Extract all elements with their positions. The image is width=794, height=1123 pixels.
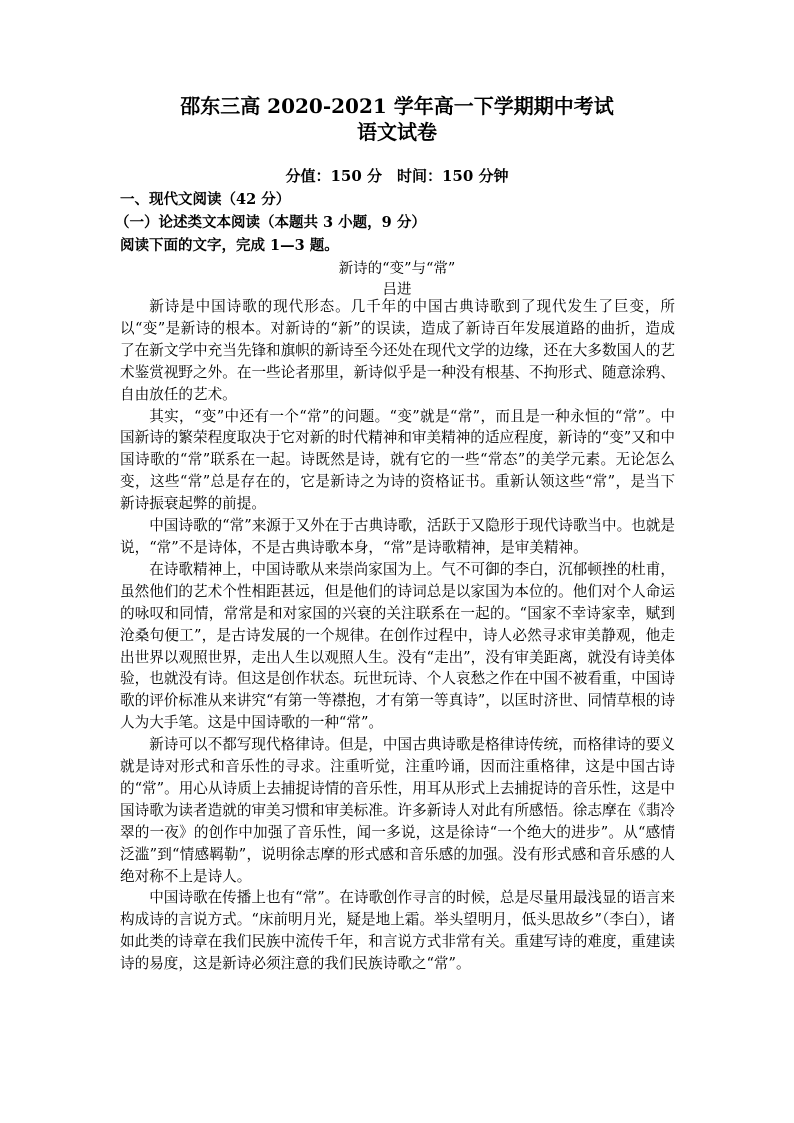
paragraph: 中国诗歌的“常”来源于又外在于古典诗歌，活跃于又隐形于现代诗歌当中。也就是说，“常”不是诗体，不是古典诗歌本身，“常”是诗歌精神，是审美精神。 (120, 517, 675, 556)
paragraph: 新诗可以不都写现代格律诗。但是，中国古典诗歌是格律诗传统，而格律诗的要义就是诗对形式和音乐性的寻求。注重听觉，注重吟诵，因而注重格律，这是中国古诗的“常”。用心从诗质上去捕捉诗情的音乐性，用耳从形式上去捕捉诗的音乐性，这是中国诗歌为读者造就的审美习惯和审美标准。许多新诗人对此有所感悟。徐志摩在《翡冷翠的一夜》的创作中加强了音乐性，闻一多说，这是徐诗“一个绝大的进步”。从“感情泛滥”到“情感羁勒”，说明徐志摩的形式感和音乐感的加强。没有形式感和音乐感的人绝对称不上是诗人。 (120, 736, 675, 885)
subsection-heading: （一）论述类文本阅读（本题共 3 小题，9 分） (115, 214, 426, 231)
score-time-info: 分值：150 分 时间：150 分钟 (285, 167, 509, 185)
paragraph: 在诗歌精神上，中国诗歌从来崇尚家国为上。气不可御的李白，沉郁顿挫的杜甫，虽然他们的艺术个性相距甚远，但是他们的诗词总是以家国为本位的。他们对个人命运的咏叹和同情，常常是和对家国的兴衰的关注联系在一起的。“国家不幸诗家幸，赋到沧桑句便工”，是古诗发展的一个规律。在创作过程中，诗人必然寻求审美静观，他走出世界以观照世界，走出人生以观照人生。没有“走出”，没有审美距离，就没有诗美体验，也就没有诗。但这是创作状态。玩世玩诗、个人哀愁之作在中国不被看重，中国诗歌的评价标准从来讲究“有第一等襟抱，才有第一等真诗”，以匡时济世、同情草根的诗人为大手笔。这是中国诗歌的一种“常”。 (120, 560, 675, 732)
paragraph: 新诗是中国诗歌的现代形态。几千年的中国古典诗歌到了现代发生了巨变，所以“变”是新诗的根本。对新诗的“新”的误读，造成了新诗百年发展道路的曲折，造成了在新文学中充当先锋和旗帜的新诗至今还处在现代文学的边缘，还在大多数国人的艺术鉴赏视野之外。在一些论者那里，新诗似乎是一种没有根基、不拘形式、随意涂鸦、自由放任的艺术。 (120, 298, 675, 403)
article-author: 吕进 (382, 282, 412, 298)
article-title: 新诗的“变”与“常” (338, 261, 456, 277)
reading-instruction: 阅读下面的文字，完成 1—3 题。 (120, 237, 339, 254)
exam-title: 邵东三高 2020-2021 学年高一下学期期中考试 (180, 94, 614, 118)
paragraph: 其实，“变”中还有一个“常”的问题。“变”就是“常”，而且是一种永恒的“常”。中国新诗的繁荣程度取决于它对新的时代精神和审美精神的适应程度，新诗的“变”又和中国诗歌的“常”联系在一起。诗既然是诗，就有它的一些“常态”的美学元素。无论怎么变，这些“常”总是存在的，它是新诗之为诗的资格证书。重新认领这些“常”，是当下新诗振衰起弊的前提。 (120, 407, 675, 513)
article-body (120, 296, 675, 975)
section-heading: 一、现代文阅读（42 分） (120, 191, 291, 208)
exam-subject: 语文试卷 (357, 120, 437, 144)
paragraph: 中国诗歌在传播上也有“常”。在诗歌创作寻言的时候，总是尽量用最浅显的语言来构成诗的言说方式。“床前明月光，疑是地上霜。举头望明月，低头思故乡”（李白），诸如此类的诗章在我们民族中流传千年，和言说方式非常有关。重建写诗的难度，重建读诗的易度，这是新诗必须注意的我们民族诗歌之“常”。 (120, 889, 675, 973)
